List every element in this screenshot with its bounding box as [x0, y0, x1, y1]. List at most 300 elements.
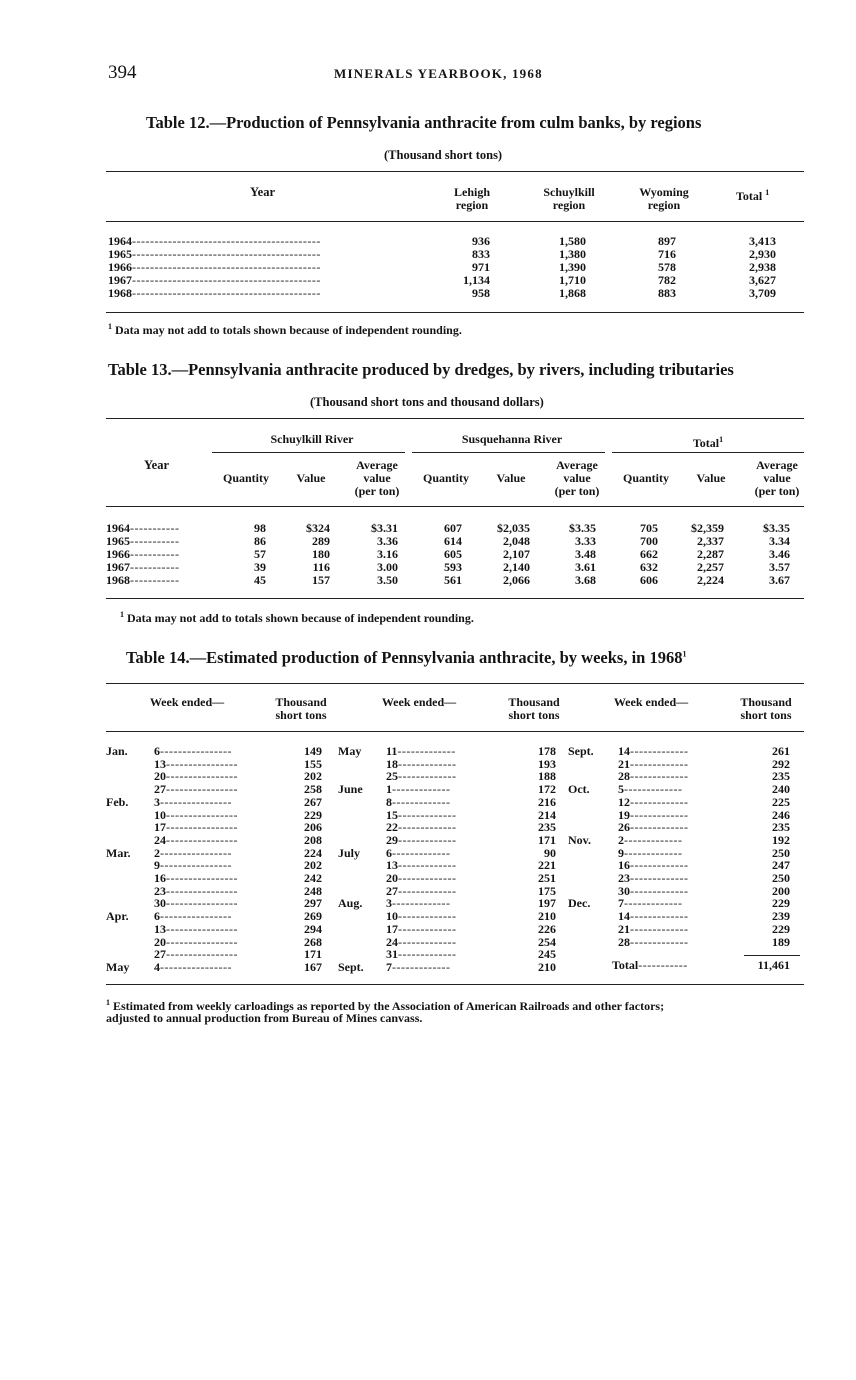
- table13-col-average: Average value (per ton): [354, 458, 400, 498]
- table14-week-day: 20----------------: [154, 769, 238, 783]
- table14-day-value: 20: [154, 769, 166, 783]
- table14-tons: 188: [538, 769, 556, 783]
- table14-week-day: 4----------------: [154, 960, 232, 974]
- table14-tons: 226: [538, 922, 556, 936]
- table14-month: Sept.: [338, 960, 364, 974]
- table14-tons: 229: [772, 922, 790, 936]
- table12-col-lehigh: Lehigh region: [453, 185, 490, 212]
- table13-cell-s-val: 157: [312, 573, 330, 587]
- table14-tons: 240: [772, 782, 790, 796]
- page-number: 394: [108, 62, 137, 83]
- table14-week-day: 23----------------: [154, 884, 238, 898]
- table14-day-value: 7: [618, 896, 624, 910]
- table12-cell-lehigh: 833: [472, 247, 490, 261]
- table14-week-day: 20----------------: [154, 935, 238, 949]
- table14-month: Mar.: [106, 846, 131, 860]
- table13-group-rule-2: [412, 452, 605, 453]
- table14-month: Feb.: [106, 795, 129, 809]
- table14-day-value: 12: [618, 795, 630, 809]
- table14-day-value: 14: [618, 909, 630, 923]
- table14-month: Jan.: [106, 744, 128, 758]
- table14-day-value: 16: [154, 871, 166, 885]
- table14-tons: 229: [772, 896, 790, 910]
- table14-bottom-rule: [106, 984, 804, 985]
- table14-week-day: 28-------------: [618, 935, 689, 949]
- table14-month: Oct.: [568, 782, 590, 796]
- table13-cell-s-qty: 86: [254, 534, 266, 548]
- table14-day-value: 13: [386, 858, 398, 872]
- table13-year-value: 1968: [106, 573, 130, 587]
- table12-footnote: $^1$ Data may not add to totals shown because of independent rounding.: [108, 322, 462, 337]
- table14-header-rule: [106, 731, 804, 732]
- table14-day-value: 27: [154, 947, 166, 961]
- table14-week-day: 15-------------: [386, 808, 457, 822]
- table14-footnote-line1: $^1$ Estimated from weekly carloadings as reported by the Association of American Railroads and other factors;: [106, 998, 665, 1013]
- table14-tons: 175: [538, 884, 556, 898]
- table14-day-value: 24: [154, 833, 166, 847]
- table14-tons: 246: [772, 808, 790, 822]
- table14-tons: 261: [772, 744, 790, 758]
- table14-col-week-3: Week ended—: [613, 695, 689, 709]
- table13-cell-s-qty: 98: [254, 521, 266, 535]
- table13-bottom-rule: [106, 598, 804, 599]
- table14-day-value: 28: [618, 769, 630, 783]
- table12-cell-schuylkill: 1,580: [559, 234, 586, 248]
- table12-cell-total: 2,930: [749, 247, 776, 261]
- table14-week-day: 22-------------: [386, 820, 457, 834]
- table14-week-day: 7-------------: [386, 960, 451, 974]
- table13-cell-t-qty: 606: [640, 573, 658, 587]
- table14-day-value: 9: [618, 846, 624, 860]
- table14-tons: 192: [772, 833, 790, 847]
- table14-week-day: 2----------------: [154, 846, 232, 860]
- table14-month: May: [106, 960, 130, 974]
- table14-week-day: 25-------------: [386, 769, 457, 783]
- table14-day-value: 10: [154, 808, 166, 822]
- table14-day-value: 21: [618, 757, 630, 771]
- table14-week-day: 17----------------: [154, 820, 238, 834]
- table13-col-value: Value: [296, 471, 326, 485]
- table13-cell-s-qty: 45: [254, 573, 266, 587]
- table14-week-day: 30----------------: [154, 896, 238, 910]
- table12-cell-wyoming: 782: [658, 273, 676, 287]
- table12-row-year: 1964------------------------------------------: [108, 234, 321, 248]
- table14-day-value: 3: [386, 896, 392, 910]
- table14-week-day: 12-------------: [618, 795, 689, 809]
- table14-week-day: 18-------------: [386, 757, 457, 771]
- table12-cell-wyoming: 578: [658, 260, 676, 274]
- table12-col-total: Total $^1$: [736, 188, 770, 203]
- table12-cell-wyoming: 897: [658, 234, 676, 248]
- table14-month: May: [338, 744, 362, 758]
- table13-group-total: Total$^1$: [692, 435, 724, 450]
- table13-year-value: 1964: [106, 521, 130, 535]
- table13-col-quantity: Quantity: [422, 471, 469, 485]
- table14-day-value: 20: [154, 935, 166, 949]
- table14-tons: 90: [544, 846, 556, 860]
- table14-week-day: 5-------------: [618, 782, 683, 796]
- table14-tons: 208: [304, 833, 322, 847]
- table14-day-value: 30: [154, 896, 166, 910]
- table14-tons: 268: [304, 935, 322, 949]
- table14-tons: 172: [538, 782, 556, 796]
- table14-total-rule: [744, 955, 800, 956]
- table14-week-day: 6-------------: [386, 846, 451, 860]
- table13-cell-s-val: $324: [306, 521, 330, 535]
- table14-tons: 197: [538, 896, 556, 910]
- table14-tons: 171: [538, 833, 556, 847]
- table14-week-day: 1-------------: [386, 782, 451, 796]
- table13-col-value: Value: [696, 471, 726, 485]
- table14-week-day: 6----------------: [154, 909, 232, 923]
- table14-tons: 202: [304, 858, 322, 872]
- table13-header-rule: [106, 506, 804, 507]
- table14-day-value: 28: [618, 935, 630, 949]
- table14-tons: 251: [538, 871, 556, 885]
- table14-top-rule: [106, 683, 804, 684]
- table12-col-wyoming: Wyoming region: [639, 185, 689, 212]
- table14-day-value: 1: [386, 782, 392, 796]
- table13-cell-t-val: 2,337: [697, 534, 724, 548]
- table13-cell-t-val: $2,359: [691, 521, 724, 535]
- table14-week-day: 20-------------: [386, 871, 457, 885]
- table13-cell-t-qty: 705: [640, 521, 658, 535]
- table14-total-label: Total-----------: [612, 958, 688, 972]
- table14-tons: 242: [304, 871, 322, 885]
- table12-cell-lehigh: 958: [472, 286, 490, 300]
- table12-cell-lehigh: 971: [472, 260, 490, 274]
- table13-cell-t-val: 2,257: [697, 560, 724, 574]
- table14-tons: 221: [538, 858, 556, 872]
- table13-cell-q-avg: 3.33: [575, 534, 596, 548]
- table12-cell-wyoming: 716: [658, 247, 676, 261]
- table12-year-value: 1968: [108, 286, 132, 300]
- table14-day-value: 3: [154, 795, 160, 809]
- table12-year-value: 1967: [108, 273, 132, 287]
- table14-tons: 214: [538, 808, 556, 822]
- table14-week-day: 9-------------: [618, 846, 683, 860]
- table13-cell-q-val: 2,140: [503, 560, 530, 574]
- table14-day-value: 29: [386, 833, 398, 847]
- table14-tons: 235: [772, 769, 790, 783]
- table14-day-value: 13: [154, 757, 166, 771]
- table13-cell-t-val: 2,224: [697, 573, 724, 587]
- table13-cell-t-qty: 632: [640, 560, 658, 574]
- table12-row-year: 1968------------------------------------------: [108, 286, 321, 300]
- table13-cell-t-qty: 700: [640, 534, 658, 548]
- table13-cell-q-avg: 3.48: [575, 547, 596, 561]
- table14-week-day: 24-------------: [386, 935, 457, 949]
- table14-day-value: 6: [154, 909, 160, 923]
- table12-units: (Thousand short tons): [384, 148, 503, 162]
- table12-cell-total: 3,709: [749, 286, 776, 300]
- table14-week-day: 16----------------: [154, 871, 238, 885]
- table14-tons: 171: [304, 947, 322, 961]
- table13-row-year: 1966-----------: [106, 547, 180, 561]
- table13-col-value: Value: [496, 471, 526, 485]
- table12-cell-total: 3,413: [749, 234, 776, 248]
- table13-cell-t-avg: 3.34: [769, 534, 790, 548]
- table14-tons: 178: [538, 744, 556, 758]
- table13-cell-q-val: 2,107: [503, 547, 530, 561]
- table14-day-value: 23: [618, 871, 630, 885]
- table14-day-value: 25: [386, 769, 398, 783]
- table14-tons: 235: [538, 820, 556, 834]
- table14-title: Table 14.—Estimated production of Pennsylvania anthracite, by weeks, in 1968$^1$: [126, 648, 687, 667]
- table13-cell-q-avg: $3.35: [569, 521, 596, 535]
- table14-day-value: 10: [386, 909, 398, 923]
- table13-cell-s-qty: 57: [254, 547, 266, 561]
- table14-day-value: 15: [386, 808, 398, 822]
- table12-cell-wyoming: 883: [658, 286, 676, 300]
- table13-cell-q-val: 2,048: [503, 534, 530, 548]
- table13-year-value: 1965: [106, 534, 130, 548]
- table13-cell-s-val: 180: [312, 547, 330, 561]
- table13-row-year: 1968-----------: [106, 573, 180, 587]
- table12-cell-total: 3,627: [749, 273, 776, 287]
- table13-cell-t-avg: $3.35: [763, 521, 790, 535]
- table14-week-day: 14-------------: [618, 744, 689, 758]
- table14-tons: 297: [304, 896, 322, 910]
- table13-title: Table 13.—Pennsylvania anthracite produced by dredges, by rivers, including tributaries: [108, 360, 734, 379]
- table14-tons: 193: [538, 757, 556, 771]
- table14-week-day: 27----------------: [154, 782, 238, 796]
- table14-tons: 202: [304, 769, 322, 783]
- table14-week-day: 13----------------: [154, 757, 238, 771]
- table13-cell-s-val: 116: [312, 560, 330, 574]
- table13-top-rule: [106, 418, 804, 419]
- table14-tons: 247: [772, 858, 790, 872]
- table12-year-value: 1964: [108, 234, 132, 248]
- table13-row-year: 1964-----------: [106, 521, 180, 535]
- table14-day-value: 27: [154, 782, 166, 796]
- table12-bottom-rule: [106, 312, 804, 313]
- table14-day-value: 24: [386, 935, 398, 949]
- table14-week-day: 24----------------: [154, 833, 238, 847]
- running-head: MINERALS YEARBOOK, 1968: [334, 66, 543, 81]
- table14-footnote-line2: adjusted to annual production from Bureau of Mines canvass.: [106, 1011, 423, 1025]
- table14-day-value: 9: [154, 858, 160, 872]
- table14-tons: 267: [304, 795, 322, 809]
- table14-week-day: 3-------------: [386, 896, 451, 910]
- table13-cell-q-val: 2,066: [503, 573, 530, 587]
- table14-day-value: 11: [386, 744, 398, 758]
- table13-year-value: 1967: [106, 560, 130, 574]
- table14-week-day: 6----------------: [154, 744, 232, 758]
- table12-cell-lehigh: 936: [472, 234, 490, 248]
- table13-cell-t-avg: 3.46: [769, 547, 790, 561]
- table14-tons: 239: [772, 909, 790, 923]
- table13-cell-q-qty: 607: [444, 521, 462, 535]
- table14-week-day: 27----------------: [154, 947, 238, 961]
- table14-week-day: 28-------------: [618, 769, 689, 783]
- table13-cell-q-qty: 593: [444, 560, 462, 574]
- table14-day-value: 17: [386, 922, 398, 936]
- table14-col-week-1: Week ended—: [149, 695, 225, 709]
- table14-tons: 229: [304, 808, 322, 822]
- table14-tons: 292: [772, 757, 790, 771]
- table13-cell-t-avg: 3.67: [769, 573, 790, 587]
- table14-tons: 294: [304, 922, 322, 936]
- table13-col-average: Average value (per ton): [754, 458, 800, 498]
- table14-day-value: 20: [386, 871, 398, 885]
- table14-day-value: 2: [618, 833, 624, 847]
- table12-cell-schuylkill: 1,380: [559, 247, 586, 261]
- table13-cell-q-qty: 614: [444, 534, 462, 548]
- table14-tons: 200: [772, 884, 790, 898]
- table14-week-day: 13----------------: [154, 922, 238, 936]
- table14-week-day: 8-------------: [386, 795, 451, 809]
- table14-day-value: 21: [618, 922, 630, 936]
- table14-day-value: 27: [386, 884, 398, 898]
- table13-cell-s-avg: 3.00: [377, 560, 398, 574]
- table14-week-day: 21-------------: [618, 922, 689, 936]
- table12-cell-lehigh: 1,134: [463, 273, 490, 287]
- table14-week-day: 14-------------: [618, 909, 689, 923]
- table14-day-value: 8: [386, 795, 392, 809]
- table14-day-value: 16: [618, 858, 630, 872]
- table14-tons: 258: [304, 782, 322, 796]
- table13-cell-q-avg: 3.61: [575, 560, 596, 574]
- table14-tons: 235: [772, 820, 790, 834]
- table14-day-value: 6: [386, 846, 392, 860]
- table14-tons: 250: [772, 871, 790, 885]
- table14-day-value: 30: [618, 884, 630, 898]
- table13-units: (Thousand short tons and thousand dollars): [310, 395, 544, 409]
- table14-col-tons-3: Thousand short tons: [740, 695, 792, 722]
- table13-col-average: Average value (per ton): [554, 458, 600, 498]
- table12-row-year: 1967------------------------------------------: [108, 273, 321, 287]
- table14-week-day: 29-------------: [386, 833, 457, 847]
- table14-tons: 254: [538, 935, 556, 949]
- table12-col-year: Year: [250, 185, 275, 199]
- table13-cell-s-avg: 3.16: [377, 547, 398, 561]
- table13-cell-s-avg: 3.36: [377, 534, 398, 548]
- table14-week-day: 9----------------: [154, 858, 232, 872]
- table14-week-day: 10----------------: [154, 808, 238, 822]
- table14-col-tons-2: Thousand short tons: [508, 695, 560, 722]
- table13-cell-t-qty: 662: [640, 547, 658, 561]
- table13-cell-q-val: $2,035: [497, 521, 530, 535]
- table14-tons: 206: [304, 820, 322, 834]
- table14-day-value: 23: [154, 884, 166, 898]
- table12-row-year: 1966------------------------------------------: [108, 260, 321, 274]
- table14-week-day: 3----------------: [154, 795, 232, 809]
- table14-week-day: 7-------------: [618, 896, 683, 910]
- table14-week-day: 10-------------: [386, 909, 457, 923]
- table14-week-day: 17-------------: [386, 922, 457, 936]
- table13-row-year: 1965-----------: [106, 534, 180, 548]
- table13-cell-t-val: 2,287: [697, 547, 724, 561]
- table14-day-value: 18: [386, 757, 398, 771]
- table14-week-day: 21-------------: [618, 757, 689, 771]
- table14-week-day: 19-------------: [618, 808, 689, 822]
- table13-cell-q-avg: 3.68: [575, 573, 596, 587]
- table13-footnote: $^1$ Data may not add to totals shown because of independent rounding.: [120, 610, 474, 625]
- table14-tons: 269: [304, 909, 322, 923]
- table14-week-day: 30-------------: [618, 884, 689, 898]
- table13-cell-s-qty: 39: [254, 560, 266, 574]
- table12-col-schuylkill: Schuylkill region: [543, 185, 595, 212]
- table14-month: July: [338, 846, 361, 860]
- table13-cell-q-qty: 561: [444, 573, 462, 587]
- table14-tons: 216: [538, 795, 556, 809]
- table14-tons: 210: [538, 909, 556, 923]
- table13-row-year: 1967-----------: [106, 560, 180, 574]
- table14-col-week-2: Week ended—: [381, 695, 457, 709]
- table14-day-value: 6: [154, 744, 160, 758]
- table14-month: Sept.: [568, 744, 594, 758]
- table14-tons: 250: [772, 846, 790, 860]
- table12-cell-total: 2,938: [749, 260, 776, 274]
- table14-week-day: 11-------------: [386, 744, 456, 758]
- table12-cell-schuylkill: 1,710: [559, 273, 586, 287]
- table12-cell-schuylkill: 1,868: [559, 286, 586, 300]
- table14-week-day: 13-------------: [386, 858, 457, 872]
- table12-year-value: 1966: [108, 260, 132, 274]
- table14-total-value: 11,461: [757, 958, 790, 972]
- table13-cell-s-val: 289: [312, 534, 330, 548]
- table14-day-value: 4: [154, 960, 160, 974]
- table14-tons: 167: [304, 960, 322, 974]
- table12-header-rule: [106, 221, 804, 222]
- table14-day-value: 14: [618, 744, 630, 758]
- table14-month: Apr.: [106, 909, 129, 923]
- table13-col-quantity: Quantity: [222, 471, 269, 485]
- table14-week-day: 31-------------: [386, 947, 457, 961]
- table14-month: June: [338, 782, 363, 796]
- table14-tons: 189: [772, 935, 790, 949]
- table13-group-rule-3: [612, 452, 804, 453]
- table14-week-day: 23-------------: [618, 871, 689, 885]
- table14-tons: 248: [304, 884, 322, 898]
- table14-day-value: 26: [618, 820, 630, 834]
- table13-cell-t-avg: 3.57: [769, 560, 790, 574]
- table13-year-value: 1966: [106, 547, 130, 561]
- table12-year-value: 1965: [108, 247, 132, 261]
- table14-week-day: 2-------------: [618, 833, 683, 847]
- table12-row-year: 1965------------------------------------------: [108, 247, 321, 261]
- table13-col-year: Year: [144, 458, 169, 472]
- table13-col-quantity: Quantity: [622, 471, 669, 485]
- table14-tons: 225: [772, 795, 790, 809]
- table14-day-value: 7: [386, 960, 392, 974]
- table12-title: Table 12.—Production of Pennsylvania anthracite from culm banks, by regions: [146, 113, 702, 132]
- table14-month: Dec.: [568, 896, 591, 910]
- table14-day-value: 2: [154, 846, 160, 860]
- table13-cell-q-qty: 605: [444, 547, 462, 561]
- table13-group-rule-1: [212, 452, 405, 453]
- table14-day-value: 5: [618, 782, 624, 796]
- table13-cell-s-avg: $3.31: [371, 521, 398, 535]
- table12-top-rule: [106, 171, 804, 172]
- table14-month: Nov.: [568, 833, 592, 847]
- table14-week-day: 27-------------: [386, 884, 457, 898]
- table14-day-value: 17: [154, 820, 166, 834]
- table14-week-day: 26-------------: [618, 820, 689, 834]
- table14-tons: 155: [304, 757, 322, 771]
- table14-tons: 245: [538, 947, 556, 961]
- table14-tons: 210: [538, 960, 556, 974]
- table14-day-value: 19: [618, 808, 630, 822]
- table14-tons: 224: [304, 846, 322, 860]
- table14-col-tons-1: Thousand short tons: [275, 695, 327, 722]
- table13-group-schuylkill: Schuylkill River: [270, 432, 354, 446]
- table14-month: Aug.: [338, 896, 363, 910]
- table14-day-value: 22: [386, 820, 398, 834]
- table14-day-value: 13: [154, 922, 166, 936]
- table13-group-susquehanna: Susquehanna River: [461, 432, 563, 446]
